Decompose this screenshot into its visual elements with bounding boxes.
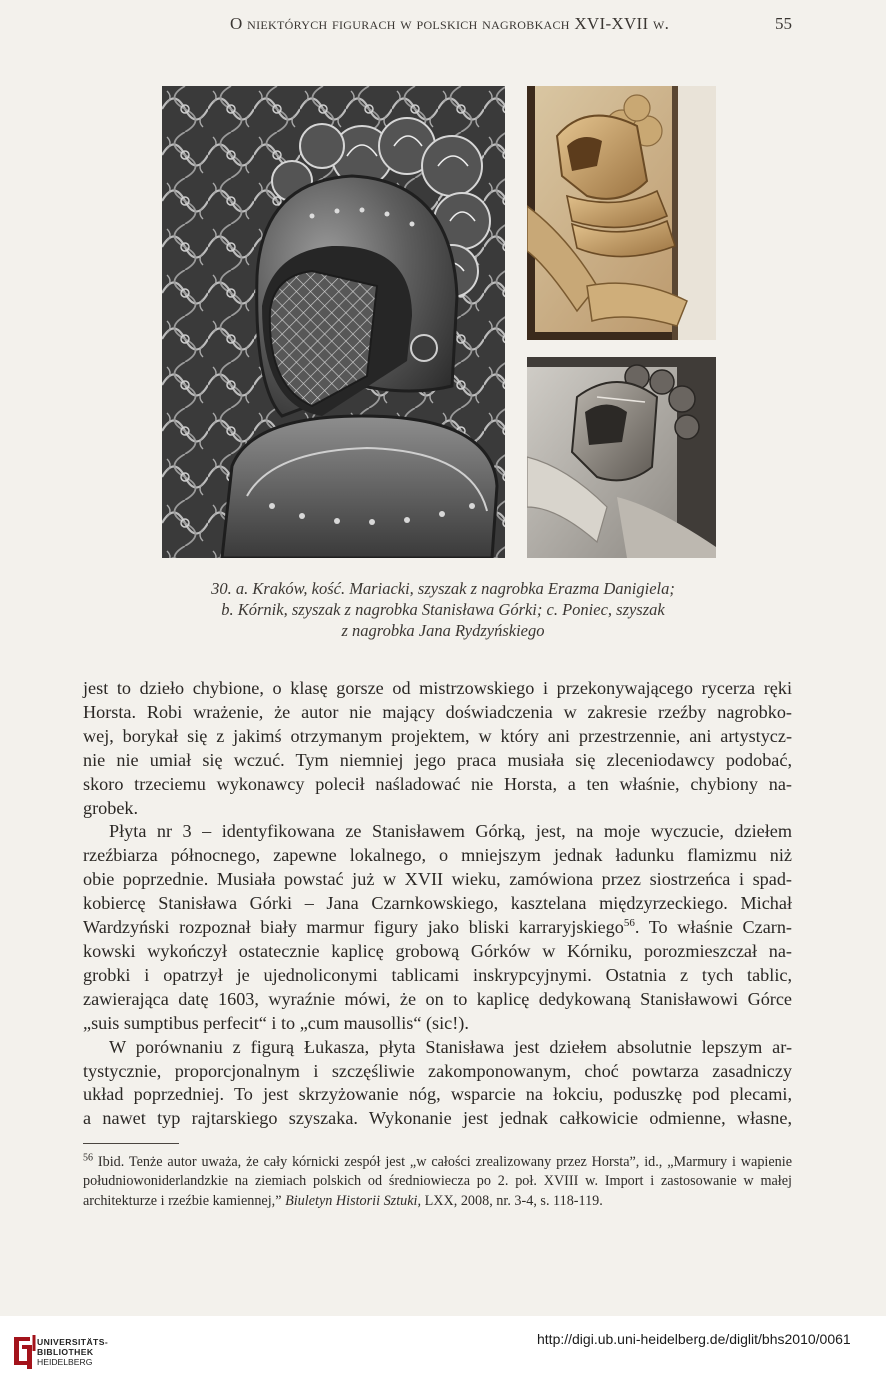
text-line: Horsta. Robi wrażenie, że autor nie mający doświadczenia w zakresie rzeźby nagrobko- <box>83 701 792 722</box>
journal-title: Biuletyn Historii Sztuki, <box>285 1192 422 1209</box>
footnote-number: 56 <box>83 1152 93 1164</box>
figure-b-helmet-kornik <box>527 86 716 340</box>
text-line: grobek. <box>83 797 139 818</box>
text-line: „suis sumptibus perfecit“ i to „cum mausollis“ (sic!). <box>83 1012 469 1033</box>
footnote-ref-56[interactable]: 56 <box>623 917 635 929</box>
text-line: tystycznie, proporcjonalnym i szczęśliwie zakomponowanym, choć powtarza zasadniczy <box>83 1060 792 1081</box>
text-line: skoro trzeciemu wykonawcy polecił naśladować nie Horsta, a ten właśnie, chybiony na- <box>83 773 792 794</box>
page-number: 55 <box>775 14 792 33</box>
body-text <box>83 677 792 1131</box>
text-line: nie nie umiał się wczuć. Tym niemniej jego praca musiała się zleceniodawcy podobać, <box>83 749 792 770</box>
text-segment: Ibid. Tenże autor uważa, że cały kórnicki zespół jest „w całości zrealizowany przez Horsta”, id., „Marmury i wapienie <box>93 1154 792 1170</box>
text-line: Płyta nr 3 – identyfikowana ze Stanisławem Górką, jest, na moje wyczucie, dziełem <box>109 821 792 842</box>
library-line: BIBLIOTHEK <box>37 1347 94 1357</box>
text-segment: Wardzyński rozpoznał biały marmur figury jako bliski karraryjskiego <box>83 917 624 938</box>
text-segment: LXX, 2008, nr. 3-4, s. 118-119. <box>421 1192 603 1209</box>
text-line: wej, borykał się z jakimś otrzymanym projektem, w który ani przestrzennie, ani artystycz- <box>83 725 792 746</box>
text-line: jest to dzieło chybione, o klasę gorsze od mistrzowskiego i przekonywającego rycerza ręki <box>83 678 792 698</box>
figure-c-helmet-poniec <box>527 357 716 558</box>
paragraph-3 <box>83 1036 792 1132</box>
text-line: zawierająca datę 1603, wyraźnie mówi, że on to kaplicę dedykowaną Stanisławowi Górce <box>83 988 792 1009</box>
paragraph-1 <box>83 677 792 820</box>
paragraph-2 <box>83 820 792 1035</box>
text-line: układ poprzedniej. To jest skrzyżowanie nóg, wsparcie na łokciu, poduszkę pod plecami, <box>83 1084 792 1105</box>
text-line: W porównaniu z figurą Łukasza, płyta Stanisława jest dziełem absolutnie lepszym ar- <box>109 1036 792 1057</box>
caption-line: b. Kórnik, szyszak z nagrobka Stanisława Górki; c. Poniec, szyszak <box>221 600 665 619</box>
figure-c-image <box>527 357 716 558</box>
caption-line: 30. a. Kraków, kość. Mariacki, szyszak z nagrobka Erazma Danigiela; <box>211 579 675 598</box>
text-line: obie poprzednie. Musiała powstać już w XVII wieku, zamówiona przez siostrzeńca i spad- <box>83 869 792 890</box>
library-name <box>37 1337 108 1367</box>
running-header <box>0 14 886 38</box>
text-line: rzeźbiarza północnego, zapewne lokalnego, o mniejszym jednak ładunku flamizmu niż <box>83 845 792 866</box>
text-segment: . To właśnie Czarn- <box>634 917 792 938</box>
source-url-link[interactable]: http://digi.ub.uni-heidelberg.de/diglit/bhs2010/0061 <box>537 1331 851 1347</box>
footnote-line: południowoniderlandzkie na ziemiach polskich od średniowiecza po 2. poł. XVIII w. Import i zastosowanie w małej <box>83 1173 792 1190</box>
footnote-56 <box>83 1153 792 1211</box>
text-line: kowski wykończył ostatecznie kaplicę grobową Górków w Kórniku, porozmieszczał na- <box>83 940 792 961</box>
figure-a-helmet-krakow <box>162 86 505 558</box>
footer-bar <box>0 1316 886 1384</box>
text-line: a nawet typ rajtarskiego szyszaka. Wykonanie jest jednak całkowicie odmienne, własne, <box>83 1108 792 1129</box>
text-line: kobiercę Stanisława Górki – Jana Czarnkowskiego, kasztelana międzyrzeckiego. Michał <box>83 893 792 914</box>
text-segment: architekturze i rzeźbie kamiennej,” <box>83 1192 286 1209</box>
footnote-divider <box>83 1143 179 1144</box>
text-line: grobki i opatrzył je ujednoliconymi tablicami inskrypcyjnymi. Ostatnia z tych tablic, <box>83 964 792 985</box>
running-title: O niektórych figurach w polskich nagrobkach XVI-XVII w. <box>230 14 670 33</box>
footnote-line <box>83 1153 792 1172</box>
caption-line: z nagrobka Jana Rydzyńskiego <box>341 621 545 640</box>
figure-caption <box>120 578 766 641</box>
figure-a-image <box>162 86 505 558</box>
library-line: HEIDELBERG <box>37 1357 93 1367</box>
figure-b-image <box>527 86 716 340</box>
text-line-with-footnote-ref <box>83 916 792 940</box>
footnote-line <box>83 1192 792 1211</box>
library-line: UNIVERSITÄTS- <box>37 1337 109 1347</box>
